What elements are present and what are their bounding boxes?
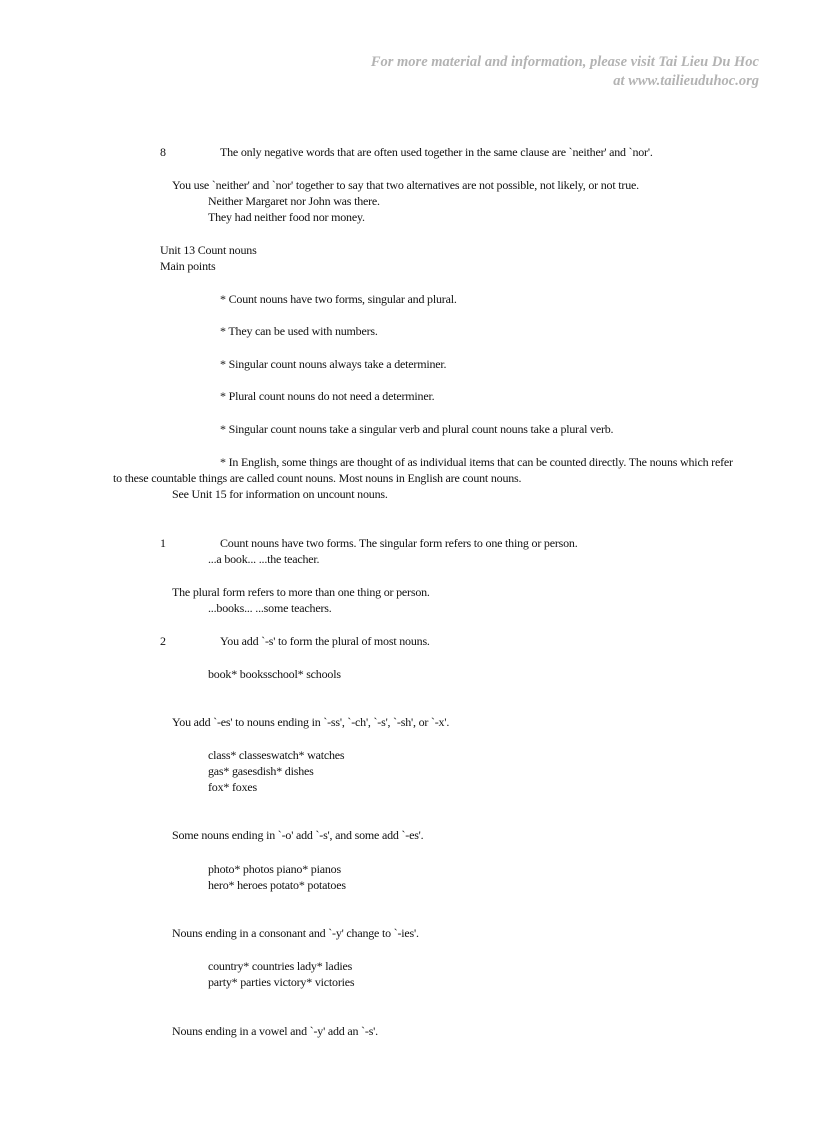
main-point: * Singular count nouns take a singular verb and plural count nouns take a plural verb. <box>220 422 614 436</box>
main-point: * Singular count nouns always take a determiner. <box>220 357 447 371</box>
section-1-text: Count nouns have two forms. The singular form refers to one thing or person. <box>220 536 578 550</box>
unit-subtitle: Main points <box>160 259 216 273</box>
section-8-number: 8 <box>160 145 166 159</box>
y-rule-text: Nouns ending in a consonant and `-y' change to `-ies'. <box>172 926 419 940</box>
section-8-text: The only negative words that are often used together in the same clause are `neither' and `nor'. <box>220 145 653 159</box>
plural-example: hero* heroes potato* potatoes <box>208 878 346 892</box>
plural-example: gas* gasesdish* dishes <box>208 764 314 778</box>
main-point: * Plural count nouns do not need a determiner. <box>220 389 435 403</box>
section-8-example-2: They had neither food nor money. <box>208 210 365 224</box>
plural-example: fox* foxes <box>208 780 257 794</box>
section-1-example-2: ...books... ...some teachers. <box>208 601 332 615</box>
main-point: * Count nouns have two forms, singular and plural. <box>220 292 457 306</box>
main-point-continuation: to these countable things are called count nouns. Most nouns in English are count nouns. <box>113 471 522 485</box>
main-point: * In English, some things are thought of as individual items that can be counted directly. The nouns which refer <box>220 455 733 469</box>
section-8-explanation: You use `neither' and `nor' together to say that two alternatives are not possible, not likely, or not true. <box>172 178 639 192</box>
unit-title: Unit 13 Count nouns <box>160 243 257 257</box>
header-line-1: For more material and information, please visit Tai Lieu Du Hoc <box>370 54 759 70</box>
vowel-rule-text: Nouns ending in a vowel and `-y' add an `-s'. <box>172 1024 378 1038</box>
main-point: * They can be used with numbers. <box>220 324 378 338</box>
plural-example: book* booksschool* schools <box>208 667 341 681</box>
section-8-example-1: Neither Margaret nor John was there. <box>208 194 380 208</box>
plural-example: country* countries lady* ladies <box>208 959 353 973</box>
section-1-number: 1 <box>160 536 166 550</box>
section-2-text: You add `-s' to form the plural of most nouns. <box>220 634 430 648</box>
header-line-2: at www.tailieuduhoc.org <box>613 73 759 89</box>
section-1-example-1: ...a book... ...the teacher. <box>208 552 320 566</box>
plural-example: class* classeswatch* watches <box>208 748 345 762</box>
o-rule-text: Some nouns ending in `-o' add `-s', and some add `-es'. <box>172 828 424 842</box>
plural-example: party* parties victory* victories <box>208 975 355 989</box>
section-1-plural-text: The plural form refers to more than one thing or person. <box>172 585 430 599</box>
plural-example: photo* photos piano* pianos <box>208 862 341 876</box>
section-2-number: 2 <box>160 634 166 648</box>
es-rule-text: You add `-es' to nouns ending in `-ss', `-ch', `-s', `-sh', or `-x'. <box>172 715 450 729</box>
see-also-note: See Unit 15 for information on uncount nouns. <box>172 487 388 501</box>
